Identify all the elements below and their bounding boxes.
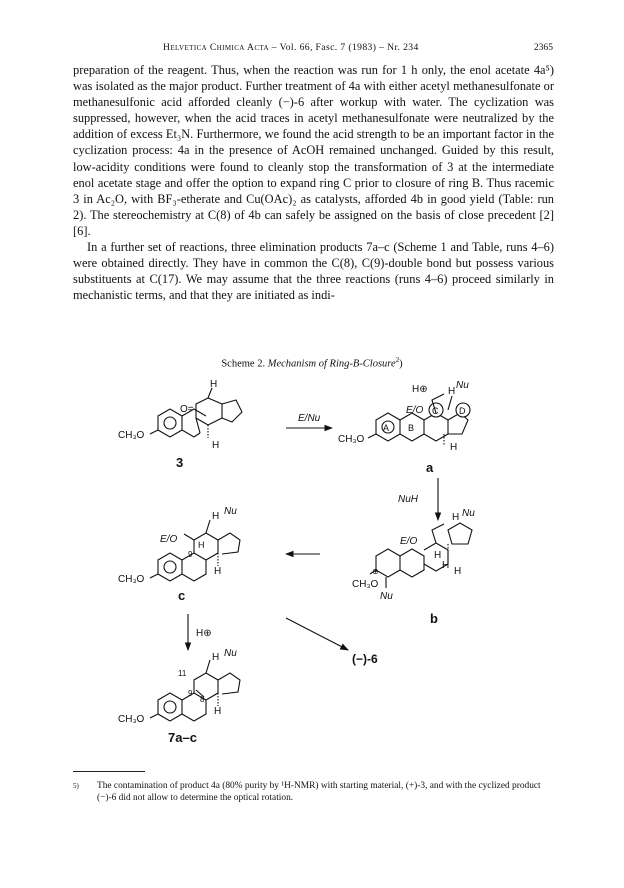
- text-line: in Ac₂O, with BF₃-etherate and Cu(OAc)₂ as catalysts, afforded 4b in good yield: [83, 191, 499, 206]
- text-line: In a further set of reactions, three elimination products 7a–c (Scheme 1 and Table,: [87, 240, 507, 255]
- h-label-c2: H: [214, 566, 222, 577]
- journal-line: [163, 42, 419, 53]
- volume-info: – Vol. 66, Fasc. 7 (1983) – Nr. 234: [269, 42, 419, 53]
- text-line: close precedent [2] [6].: [73, 207, 554, 238]
- text-line: found the acid strength to be an important factor in the cyclization process: 4a in the: [73, 127, 554, 158]
- structure-c: [150, 520, 240, 581]
- h-label-b2: H: [434, 550, 442, 561]
- h-label-a2: H: [450, 442, 458, 453]
- ch3o-label-a: CH₃O: [338, 434, 365, 445]
- text-line: but possess various substituents at C(17). We may assume that the three reactions: [73, 256, 554, 287]
- reagent-ENu: E/Nu: [298, 413, 321, 424]
- paragraph-2: [73, 239, 554, 303]
- paragraph-1: [73, 62, 554, 239]
- text-line: presence of AcOH remained unchanged. Guided by this result, low-acidity conditions: [73, 143, 555, 174]
- nu-label-b: Nu: [462, 508, 475, 519]
- eo-label-a: E/O: [406, 405, 424, 416]
- num-9-label-7: 9: [188, 689, 193, 698]
- arrow-c-to-6: [286, 618, 348, 650]
- h-label-7: H: [212, 652, 220, 663]
- caption-sup: 2: [395, 356, 400, 364]
- text-line: (runs 4–6) proceed similarly in mechanistic terms, and that they are initiated as indi-: [73, 272, 555, 303]
- structure-b: [370, 523, 472, 588]
- compound-b-label: b: [430, 611, 438, 626]
- structure-a: [368, 394, 470, 446]
- h-label-b3: H: [442, 560, 450, 571]
- ch3o-label-c: CH₃O: [118, 574, 145, 585]
- caption-prefix: Scheme 2.: [221, 358, 268, 370]
- h-label-3b: H: [212, 440, 220, 451]
- eo-label-c: E/O: [160, 534, 178, 545]
- reaction-scheme: [0, 370, 624, 770]
- nu-label-c: Nu: [224, 506, 237, 517]
- text-line: methanesulfonate were neutralized by the addition of excess Et₃N. Furthermore, we: [73, 111, 555, 142]
- compound-6-label: (−)-6: [352, 652, 378, 666]
- running-header: [73, 42, 553, 56]
- plus-label-b: ⊕: [372, 567, 379, 576]
- ring-a-label: A: [383, 423, 390, 433]
- caption-title: Mechanism of Ring-B-Closure: [267, 358, 396, 370]
- footnote-text: The contamination of product 4a (80% purity by ¹H-NMR) with starting material, (+)-3, and with the cyclized product (−)-6 did not allow to determine the optical rotation.: [97, 781, 541, 803]
- text-line: runs 4–6) were obtained directly. They have in common the C(8), C(9)-double bond: [73, 240, 554, 271]
- structure-7: [150, 660, 240, 721]
- text-line: (Table: run 2). The stereochemistry at C(8) of 4b can safely be assigned on the basis of: [73, 191, 554, 222]
- eo-label-b: E/O: [400, 536, 418, 547]
- structure-3: [150, 388, 242, 438]
- ring-b-label: B: [408, 423, 415, 433]
- text-line: preparation of the reagent. Thus, when the reaction was run for 1 h only, the enol: [73, 63, 496, 77]
- reagent-NuH: NuH: [398, 494, 419, 505]
- h-label-c: H: [212, 511, 220, 522]
- h-label-7b: H: [214, 706, 222, 717]
- text-line: acetyl methanesulfonate or methanesulfonic acid afforded cleanly (−)-6 after workup: [73, 79, 554, 110]
- num-11-label: 11: [178, 669, 187, 678]
- nu-label-7: Nu: [224, 648, 237, 659]
- footnote-mark: 5): [73, 782, 79, 790]
- footnote-rule: [73, 771, 145, 772]
- ring-d-label: D: [459, 406, 466, 416]
- oxo-label: O=: [180, 404, 194, 415]
- h-label-b: H: [452, 512, 460, 523]
- ch3o-label-7: CH₃O: [118, 714, 145, 725]
- caption-suffix: ): [399, 358, 403, 370]
- body-text: [73, 62, 554, 303]
- h-label-b4: H: [454, 566, 462, 577]
- nu-label-a: Nu: [456, 380, 469, 391]
- nu-label-b2: Nu: [380, 591, 393, 602]
- h-plus-label-a: H⊕: [412, 384, 428, 395]
- compound-7-label: 7a–c: [168, 730, 197, 745]
- h-label-a: H: [448, 386, 456, 397]
- footnote: [73, 780, 554, 804]
- ring-c-label: C: [432, 406, 439, 416]
- page-number: 2365: [533, 42, 553, 53]
- text-line: were found to cleanly stop the transformation of 3 at the intermediate enol acetate: [73, 159, 554, 190]
- h-label-c0: H: [198, 540, 205, 550]
- text-line: stage and offer the option to expand ring C prior to closure of ring B. Thus racemic 3: [73, 175, 554, 206]
- h-label-3a: H: [210, 379, 218, 390]
- num-8-label-7: 8: [200, 695, 205, 704]
- compound-c-label: c: [178, 588, 186, 603]
- text-line: acetate 4a⁵) was isolated as the major product. Further treatment of 4a with either: [73, 63, 554, 94]
- num-9-label-c: 9: [188, 550, 193, 559]
- h-plus-label-c: H⊕: [196, 628, 212, 639]
- ch3o-label-3: CH₃O: [118, 430, 145, 441]
- text-line: with water. The cyclization was suppressed, however, when the acid traces in acetyl: [73, 95, 554, 126]
- compound-3-label: 3: [176, 455, 184, 470]
- ch3o-label-b: CH₃O: [352, 579, 379, 590]
- journal-name: Helvetica Chimica Acta: [163, 42, 269, 53]
- compound-a-label: a: [426, 460, 434, 475]
- scheme-caption: [0, 356, 624, 370]
